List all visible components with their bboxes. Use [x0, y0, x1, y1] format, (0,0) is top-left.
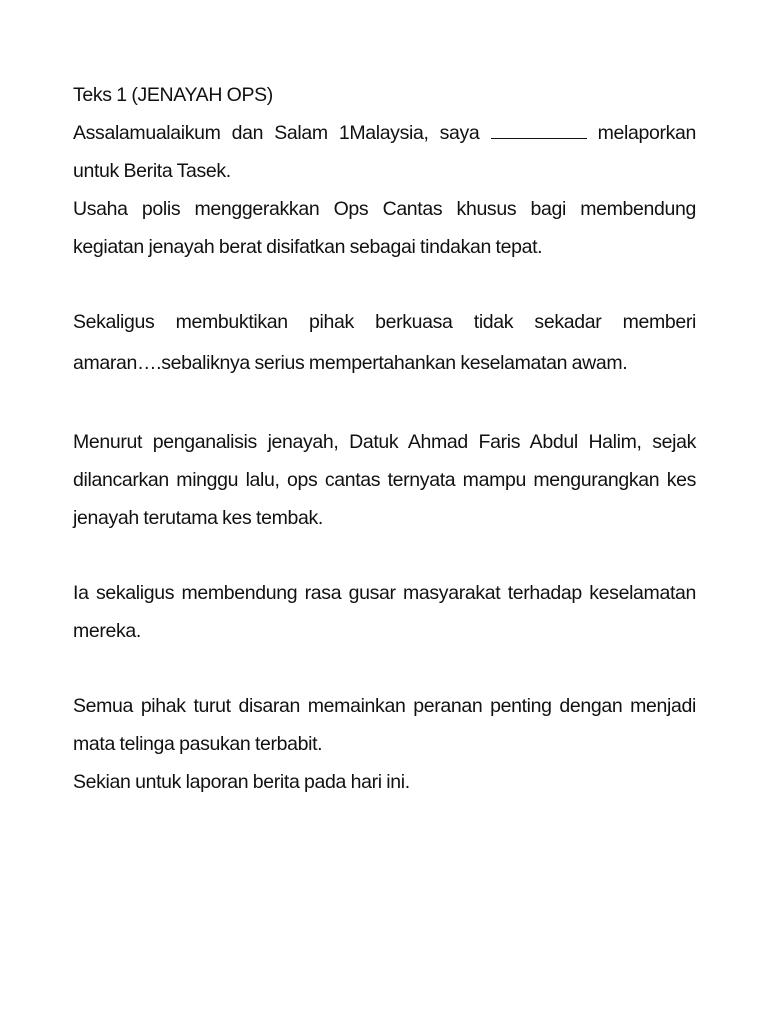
- para2-line-1: Sekaligus membuktikan pihak berkuasa tidak sekadar memberi: [73, 311, 696, 333]
- para4-line-2: mereka.: [73, 620, 141, 642]
- para3-line-1: Menurut penganalisis jenayah, Datuk Ahmad Faris Abdul Halim, sejak: [73, 431, 696, 453]
- closing-line: Sekian untuk laporan berita pada hari ini.: [73, 771, 410, 793]
- reporter-name-blank: [491, 122, 587, 139]
- para4-line-1: Ia sekaligus membendung rasa gusar masyarakat terhadap keselamatan: [73, 582, 696, 604]
- document-page: [73, 76, 696, 801]
- intro-line-1: [73, 114, 696, 152]
- paragraph-spacer: [73, 650, 696, 687]
- para5-line-2: mata telinga pasukan terbabit.: [73, 733, 323, 755]
- intro-text-after-blank: melaporkan: [597, 122, 696, 144]
- para1-line-2: kegiatan jenayah berat disifatkan sebagai tindakan tepat.: [73, 236, 543, 258]
- para3-line-3: jenayah terutama kes tembak.: [73, 507, 323, 529]
- paragraph-spacer: [73, 266, 696, 303]
- paragraph-spacer: [73, 386, 696, 423]
- paragraph-spacer: [73, 537, 696, 574]
- para2-line-2: amaran….sebaliknya serius mempertahankan keselamatan awam.: [73, 352, 628, 374]
- intro-line-2: untuk Berita Tasek.: [73, 160, 231, 182]
- document-heading: Teks 1 (JENAYAH OPS): [73, 84, 273, 106]
- para5-line-1: Semua pihak turut disaran memainkan peranan penting dengan menjadi: [73, 695, 696, 717]
- para1-line-1: Usaha polis menggerakkan Ops Cantas khusus bagi membendung: [73, 198, 696, 220]
- intro-text-before-blank: Assalamualaikum dan Salam 1Malaysia, saya: [73, 122, 480, 144]
- para3-line-2: dilancarkan minggu lalu, ops cantas ternyata mampu mengurangkan kes: [73, 469, 696, 491]
